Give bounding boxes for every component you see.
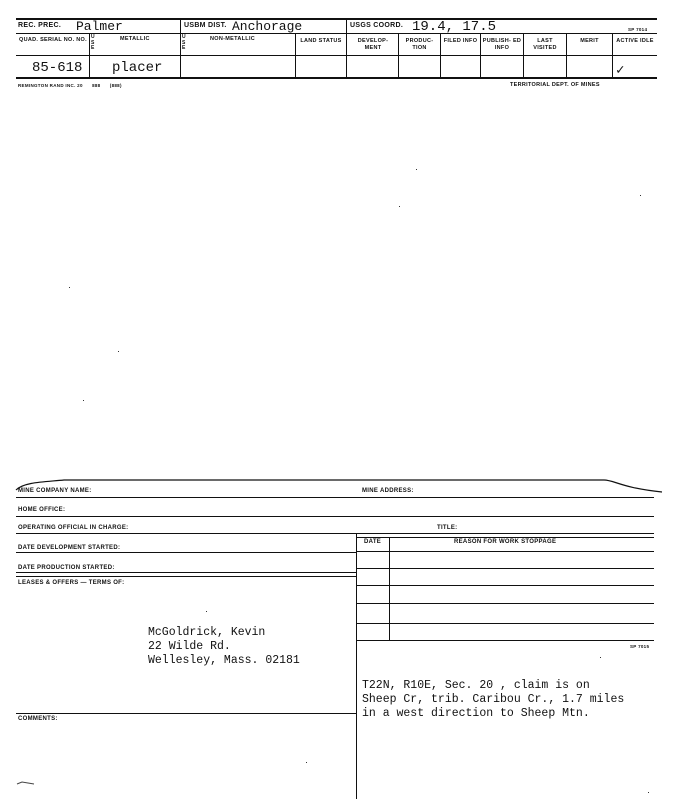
- form-number-top: SP 7014: [628, 27, 648, 32]
- owner-city: Wellesley, Mass. 02181: [148, 654, 300, 667]
- active-idle-label: ACTIVE IDLE: [616, 38, 654, 44]
- quad-serial-label: QUAD. SERIAL NO. NO.: [19, 37, 87, 43]
- home-office-label: HOME OFFICE:: [18, 507, 66, 513]
- metallic-label: METALLIC: [120, 36, 150, 42]
- metallic-value: placer: [112, 60, 163, 76]
- reason-work-stoppage-label: REASON FOR WORK STOPPAGE: [454, 539, 557, 545]
- date-development-label: DATE DEVELOPMENT STARTED:: [18, 545, 121, 551]
- serial-number-value: 85-618: [32, 60, 83, 76]
- owner-name: McGoldrick, Kevin: [148, 626, 266, 639]
- operating-official-label: OPERATING OFFICIAL IN CHARGE:: [18, 525, 129, 531]
- leases-offers-label: LEASES & OFFERS — TERMS OF:: [18, 580, 125, 586]
- mine-address-label: MINE ADDRESS:: [362, 488, 414, 494]
- usgs-coord-label: USGS COORD.: [350, 22, 404, 29]
- printer-line: REMINGTON RAND INC. 20 888 (888): [18, 83, 122, 88]
- location-line-2: Sheep Cr, trib. Caribou Cr., 1.7 miles: [362, 693, 625, 706]
- uses-label-metallic: U S E: [91, 34, 95, 51]
- location-line-1: T22N, R10E, Sec. 20 , claim is on: [362, 679, 590, 692]
- land-status-label: LAND STATUS: [300, 38, 342, 44]
- usbm-dist-label: USBM DIST.: [184, 22, 227, 29]
- non-metallic-label: NON-METALLIC: [210, 36, 256, 42]
- filed-info-label: FILED INFO: [443, 38, 478, 44]
- form-top-curve: [14, 470, 664, 494]
- development-label: DEVELOP- MENT: [357, 38, 389, 51]
- title-label: TITLE:: [437, 525, 458, 531]
- usbm-dist-value: Anchorage: [232, 19, 303, 34]
- form-number-mid: SP 7015: [630, 644, 650, 649]
- rec-prec-label: REC. PREC.: [18, 22, 62, 29]
- rec-prec-value: Palmer: [76, 19, 123, 34]
- corner-mark: [16, 780, 36, 786]
- last-visited-label: LAST VISITED: [533, 38, 557, 51]
- comments-label: COMMENTS:: [18, 716, 58, 722]
- date-column-label: DATE: [364, 539, 382, 545]
- location-line-3: in a west direction to Sheep Mtn.: [362, 707, 590, 720]
- department-line: TERRITORIAL DEPT. OF MINES: [510, 82, 600, 88]
- merit-label: MERIT: [580, 38, 599, 44]
- active-mark: ✓: [616, 63, 625, 79]
- usgs-coord-value: 19.4, 17.5: [412, 19, 497, 35]
- production-label: PRODUC- TION: [405, 38, 434, 51]
- uses-label-non-metallic: U S E: [182, 34, 186, 51]
- published-info-label: PUBLISH- ED INFO: [482, 38, 522, 51]
- owner-street: 22 Wilde Rd.: [148, 640, 231, 653]
- date-production-label: DATE PRODUCTION STARTED:: [18, 565, 115, 571]
- mine-company-label: MINE COMPANY NAME:: [18, 488, 92, 494]
